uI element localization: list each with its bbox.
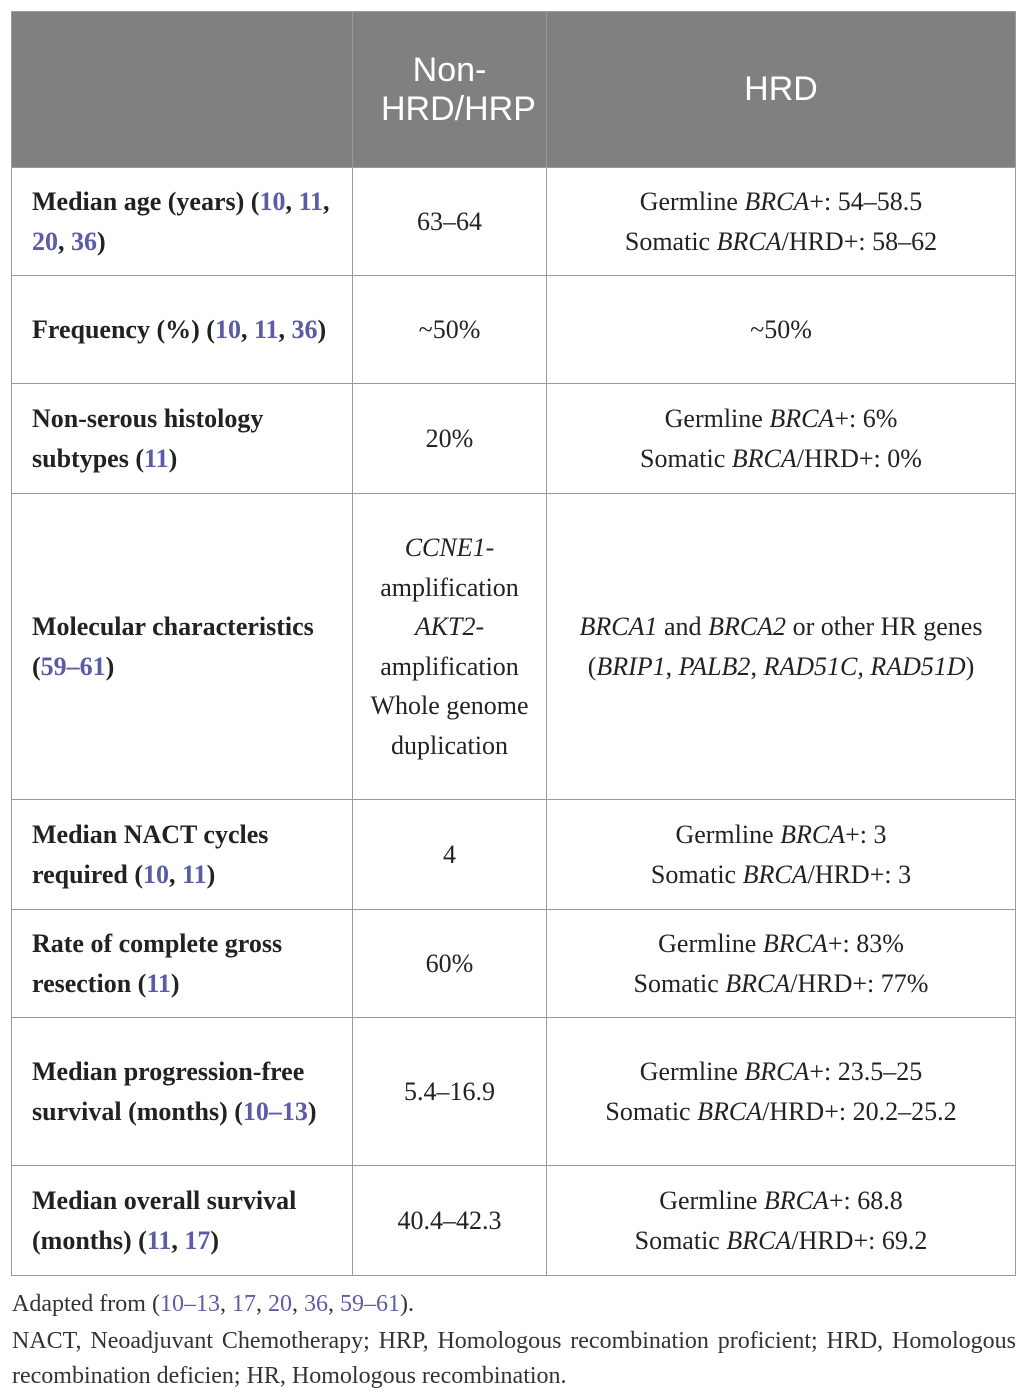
hrd-text: PALB2 <box>678 651 751 681</box>
hrd-text: , <box>750 651 764 681</box>
comparison-table <box>11 11 1016 1276</box>
hrd-text: BRCA2 <box>708 612 787 641</box>
hrd-cell <box>547 1018 1016 1166</box>
hrd-text: Somatic <box>605 1096 698 1126</box>
reference-link[interactable]: 11 <box>146 968 171 998</box>
reference-link[interactable]: 17 <box>184 1225 211 1255</box>
hrd-text: +: 3 <box>845 820 887 849</box>
hrd-value-line <box>547 439 1015 479</box>
hrd-value-line <box>547 1092 1015 1132</box>
reference-link[interactable]: 10–13 <box>242 1096 308 1126</box>
hrd-text: +: 23.5–25 <box>809 1057 923 1086</box>
hrd-cell <box>547 800 1016 910</box>
hrd-cell <box>547 1166 1016 1276</box>
hrd-text: Somatic <box>634 1225 727 1255</box>
hrd-text: BRCA <box>763 1186 829 1215</box>
hrd-text: BRCA <box>716 226 782 256</box>
hrd-cell <box>547 168 1016 276</box>
row-label-cell: Median overall survival (months) (11, 17) <box>12 1166 353 1276</box>
header-non-hrd-hrp: Non-HRD/HRP <box>353 12 547 168</box>
hrd-text: /HRD+: 77% <box>790 968 929 998</box>
row-label: Molecular characteristics <box>32 612 314 641</box>
hrd-text: BRCA <box>769 404 835 433</box>
hrd-cell <box>547 494 1016 800</box>
row-label-cell: Molecular characteristics (59–61) <box>12 494 353 800</box>
hrd-text: /HRD+: 0% <box>796 443 922 473</box>
hrd-text: /HRD+: 20.2–25.2 <box>762 1096 957 1126</box>
hrd-value-line <box>547 1181 1015 1221</box>
table-row <box>12 1166 1016 1276</box>
hrd-text: Germline <box>664 404 770 433</box>
non-hrd-hrp-value: 40.4–42.3 <box>397 1205 502 1235</box>
non-hrd-hrp-value: 20% <box>425 423 474 453</box>
non-hrd-hrp-value: 60% <box>425 948 474 978</box>
table-row <box>12 910 1016 1018</box>
hrd-text: Somatic <box>640 443 732 473</box>
row-label: Median progression-free survival (months) <box>32 1057 305 1126</box>
row-label: Rate of complete gross resection <box>32 929 283 998</box>
reference-link[interactable]: 10 <box>214 314 241 344</box>
non-hrd-hrp-cell <box>353 1166 547 1276</box>
reference-link[interactable]: 20 <box>267 1291 292 1317</box>
hrd-value-line <box>547 399 1015 439</box>
hrd-text: /HRD+: 69.2 <box>791 1225 928 1255</box>
hrd-text: +: 83% <box>827 929 904 958</box>
table-footnotes <box>12 1287 1016 1394</box>
hrd-text: Germline <box>659 1186 764 1215</box>
hrd-text: RAD51C, RAD51D <box>763 651 966 681</box>
row-label-cell: Non-serous histology subtypes (11) <box>12 384 353 494</box>
hrd-value-line <box>547 310 1015 350</box>
row-label: Median NACT cycles required <box>32 820 269 889</box>
hrd-cell <box>547 384 1016 494</box>
row-label-cell: Median NACT cycles required (10, 11) <box>12 800 353 910</box>
hrd-text: BRCA <box>726 1225 792 1255</box>
hrd-value-line <box>547 924 1015 964</box>
hrd-text: Germline <box>658 929 763 958</box>
hrd-text: Somatic <box>650 859 743 889</box>
hrd-text: BRCA <box>697 1096 763 1126</box>
non-hrd-hrp-cell <box>353 494 547 800</box>
hrd-text: BRCA <box>742 859 808 889</box>
reference-link[interactable]: 36 <box>71 226 97 256</box>
reference-link[interactable]: 36 <box>291 314 318 344</box>
hrd-text: Somatic <box>633 968 726 998</box>
reference-link[interactable]: 20 <box>32 226 58 256</box>
hrd-value-line <box>547 222 1015 262</box>
reference-link[interactable]: 11 <box>253 314 279 344</box>
row-label-cell: Median age (years) (10, 11, 20, 36) <box>12 168 353 276</box>
non-hrd-hrp-cell <box>353 800 547 910</box>
hrd-value-line <box>547 1221 1015 1261</box>
hrd-text: BRCA <box>762 929 828 958</box>
adapted-from-note: Adapted from (10–13, 17, 20, 36, 59–61). <box>12 1291 414 1317</box>
hrd-text: /HRD+: 3 <box>807 859 912 889</box>
hrd-text: /HRD+: 58–62 <box>781 226 938 256</box>
hrd-text: +: 68.8 <box>828 1186 903 1215</box>
hrd-text: +: 6% <box>834 404 898 433</box>
reference-link[interactable]: 11 <box>182 859 207 889</box>
reference-link[interactable]: 11 <box>298 187 324 216</box>
hrd-value-line <box>547 815 1015 855</box>
hrd-text: , <box>665 651 679 681</box>
row-label: Median age (years) <box>32 187 245 216</box>
row-label: Non-serous histology subtypes <box>32 404 264 473</box>
hrd-text: Germline <box>639 187 745 216</box>
hrd-value-line <box>547 1052 1015 1092</box>
abbreviation-definitions: NACT, Neoadjuvant Chemotherapy; HRP, Homologous recombination proficient; HRD, Homologous recombination deficien; HR, Homologous recombination. <box>12 1328 1016 1389</box>
hrd-text: Germline <box>675 820 781 849</box>
hrd-value-line <box>571 607 991 686</box>
row-label-cell: Rate of complete gross resection (11) <box>12 910 353 1018</box>
reference-link[interactable]: 10 <box>259 187 286 216</box>
row-label: Median overall survival (months) <box>32 1186 297 1255</box>
non-hrd-hrp-cell <box>353 276 547 384</box>
adapted-from-refs: 10–13, 17, 20, 36, 59–61 <box>159 1291 400 1317</box>
reference-link[interactable]: 10–13 <box>159 1291 220 1317</box>
table-row <box>12 494 1016 800</box>
hrd-value-line <box>547 964 1015 1004</box>
reference-link[interactable]: 11 <box>146 1225 172 1255</box>
reference-link[interactable]: 36 <box>303 1291 328 1317</box>
reference-link[interactable]: 59–61 <box>339 1291 400 1317</box>
hrd-value-line <box>547 855 1015 895</box>
hrd-text: BRCA1 <box>579 612 658 641</box>
reference-link[interactable]: 17 <box>231 1291 256 1317</box>
hrd-value-line <box>547 182 1015 222</box>
reference-link[interactable]: 10 <box>143 859 169 889</box>
non-hrd-hrp-cell <box>353 1018 547 1166</box>
hrd-cell <box>547 276 1016 384</box>
table-row <box>12 1018 1016 1166</box>
header-row <box>12 12 1016 168</box>
reference-link[interactable]: 59–61 <box>40 651 106 681</box>
hrd-text: BRCA <box>731 443 797 473</box>
hrd-text: or other HR genes ( <box>587 612 983 681</box>
table-row <box>12 800 1016 910</box>
row-label: Frequency (%) <box>32 314 200 344</box>
hrd-text: BRCA <box>780 820 846 849</box>
table-row <box>12 168 1016 276</box>
hrd-text: and <box>657 612 709 641</box>
hrd-text: BRCA <box>744 1057 810 1086</box>
header-hrd: HRD <box>547 12 1016 168</box>
non-hrd-hrp-value: ~50% <box>418 314 481 344</box>
non-hrd-hrp-value: CCNE1-amplification AKT2-amplification Whole genome duplication <box>370 533 529 760</box>
table-row <box>12 384 1016 494</box>
hrd-text: BRCA <box>725 968 791 998</box>
table-row <box>12 276 1016 384</box>
hrd-text: ~50% <box>750 314 812 344</box>
hrd-text: BRIP1 <box>596 651 666 681</box>
non-hrd-hrp-value: 4 <box>443 839 456 869</box>
row-label-cell: Frequency (%) (10, 11, 36) <box>12 276 353 384</box>
hrd-text: +: 54–58.5 <box>809 187 923 216</box>
hrd-text: ) <box>965 651 975 681</box>
non-hrd-hrp-cell <box>353 910 547 1018</box>
non-hrd-hrp-cell <box>353 168 547 276</box>
reference-link[interactable]: 11 <box>144 443 169 473</box>
row-label-cell: Median progression-free survival (months) (10–13) <box>12 1018 353 1166</box>
hrd-text: BRCA <box>744 187 810 216</box>
non-hrd-hrp-value: 63–64 <box>417 206 482 236</box>
hrd-text: Somatic <box>624 226 717 256</box>
header-corner-cell <box>12 12 353 168</box>
non-hrd-hrp-cell <box>353 384 547 494</box>
hrd-text: Germline <box>639 1057 745 1086</box>
non-hrd-hrp-value: 5.4–16.9 <box>404 1076 495 1106</box>
hrd-cell <box>547 910 1016 1018</box>
